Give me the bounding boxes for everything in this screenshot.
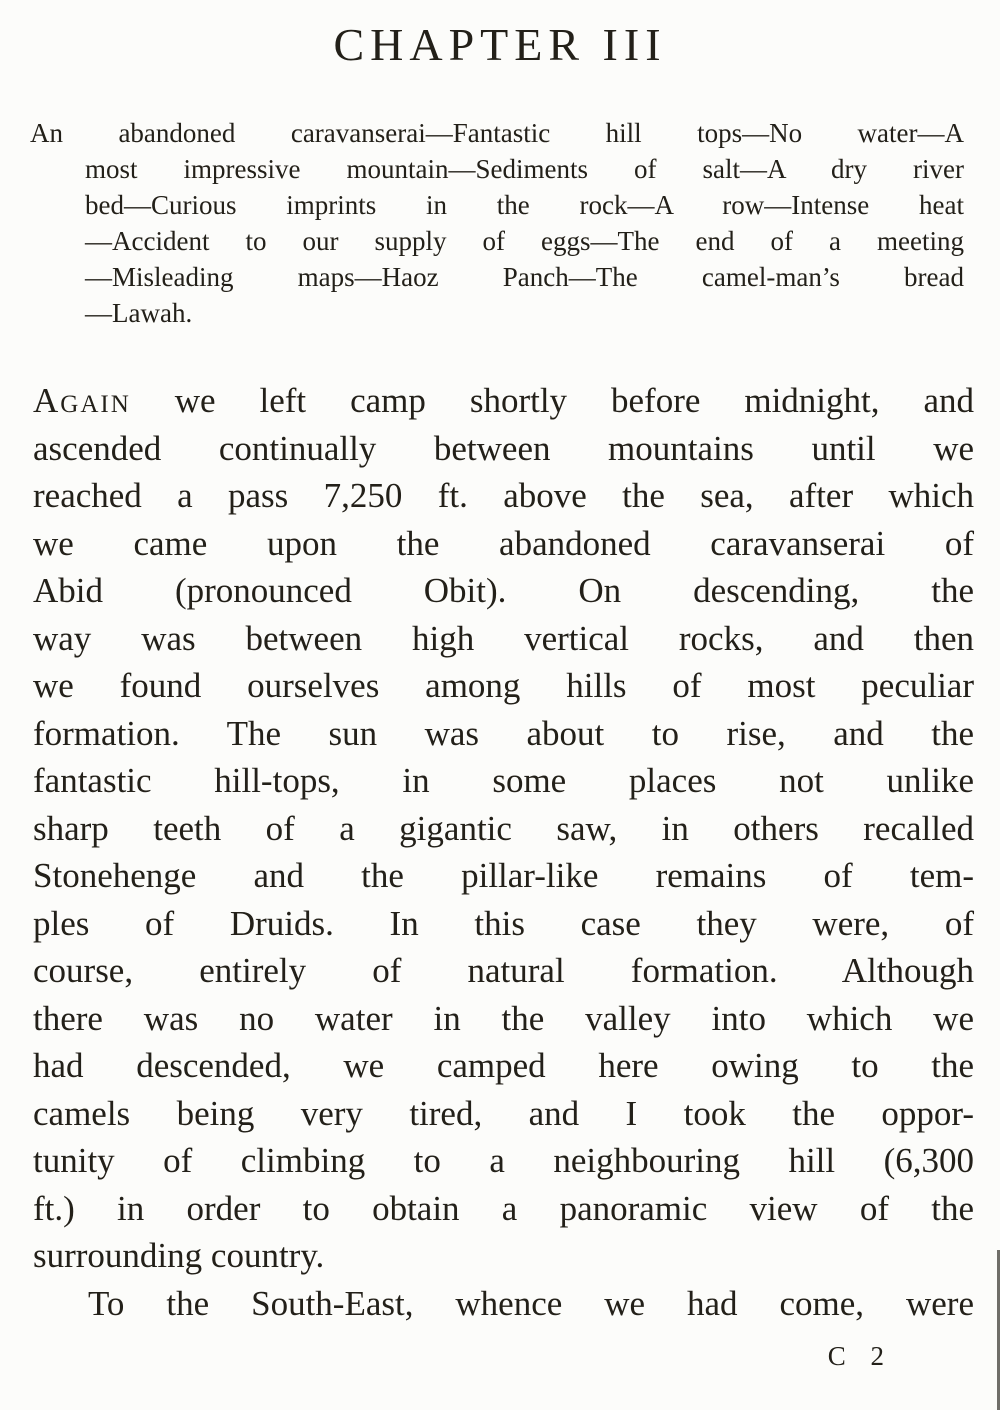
body-line: course, entirely of natural formation. Although xyxy=(33,951,974,990)
body-line: tunity of climbing to a neighbouring hill (6,300 xyxy=(33,1141,974,1180)
body-line: reached a pass 7,250 ft. above the sea, after which xyxy=(33,476,974,515)
body-line: Abid (pronounced Obit). On descending, the xyxy=(33,571,974,610)
body-line: surrounding country. xyxy=(33,1236,325,1275)
body-line: ascended continually between mountains until we xyxy=(33,428,974,468)
body-line: formation. The sun was about to rise, and the xyxy=(33,713,974,753)
body-line: Stonehenge and the pillar-like remains of tem- xyxy=(33,856,974,895)
body-line: To the South-East, whence we had come, were xyxy=(88,1283,974,1323)
summary-line: —Misleading maps—Haoz Panch—The camel-man’s bread xyxy=(85,262,964,292)
body-text xyxy=(33,377,974,1327)
body-line: sharp teeth of a gigantic saw, in others recalled xyxy=(33,808,974,848)
body-line: Again we left camp shortly before midnight, and xyxy=(33,381,974,420)
body-line: way was between high vertical rocks, and then xyxy=(33,618,974,658)
body-line: we found ourselves among hills of most peculiar xyxy=(33,666,974,705)
body-line: ft.) in order to obtain a panoramic view of the xyxy=(33,1188,974,1228)
body-line: fantastic hill-tops, in some places not unlike xyxy=(33,761,974,800)
summary-line: most impressive mountain—Sediments of salt—A dry river xyxy=(85,154,964,184)
body-line: ples of Druids. In this case they were, of xyxy=(33,903,974,943)
summary-line: —Lawah. xyxy=(85,298,193,328)
body-line: camels being very tired, and I took the oppor- xyxy=(33,1093,974,1133)
signature-mark: C 2 xyxy=(827,1341,884,1371)
summary-line: —Accident to our supply of eggs—The end of a meeting xyxy=(85,226,964,256)
summary-line: bed—Curious imprints in the rock—A row—Intense heat xyxy=(85,190,964,220)
chapter-heading: CHAPTER III xyxy=(333,19,667,70)
body-line: had descended, we camped here owing to the xyxy=(33,1046,974,1085)
paragraph-lead-small-caps: Again xyxy=(33,381,131,420)
body-line: we came upon the abandoned caravanserai of xyxy=(33,523,974,563)
chapter-summary xyxy=(30,115,964,331)
body-line: there was no water in the valley into which we xyxy=(33,998,974,1038)
summary-line: An abandoned caravanserai—Fantastic hill tops—No water—A xyxy=(30,118,964,148)
